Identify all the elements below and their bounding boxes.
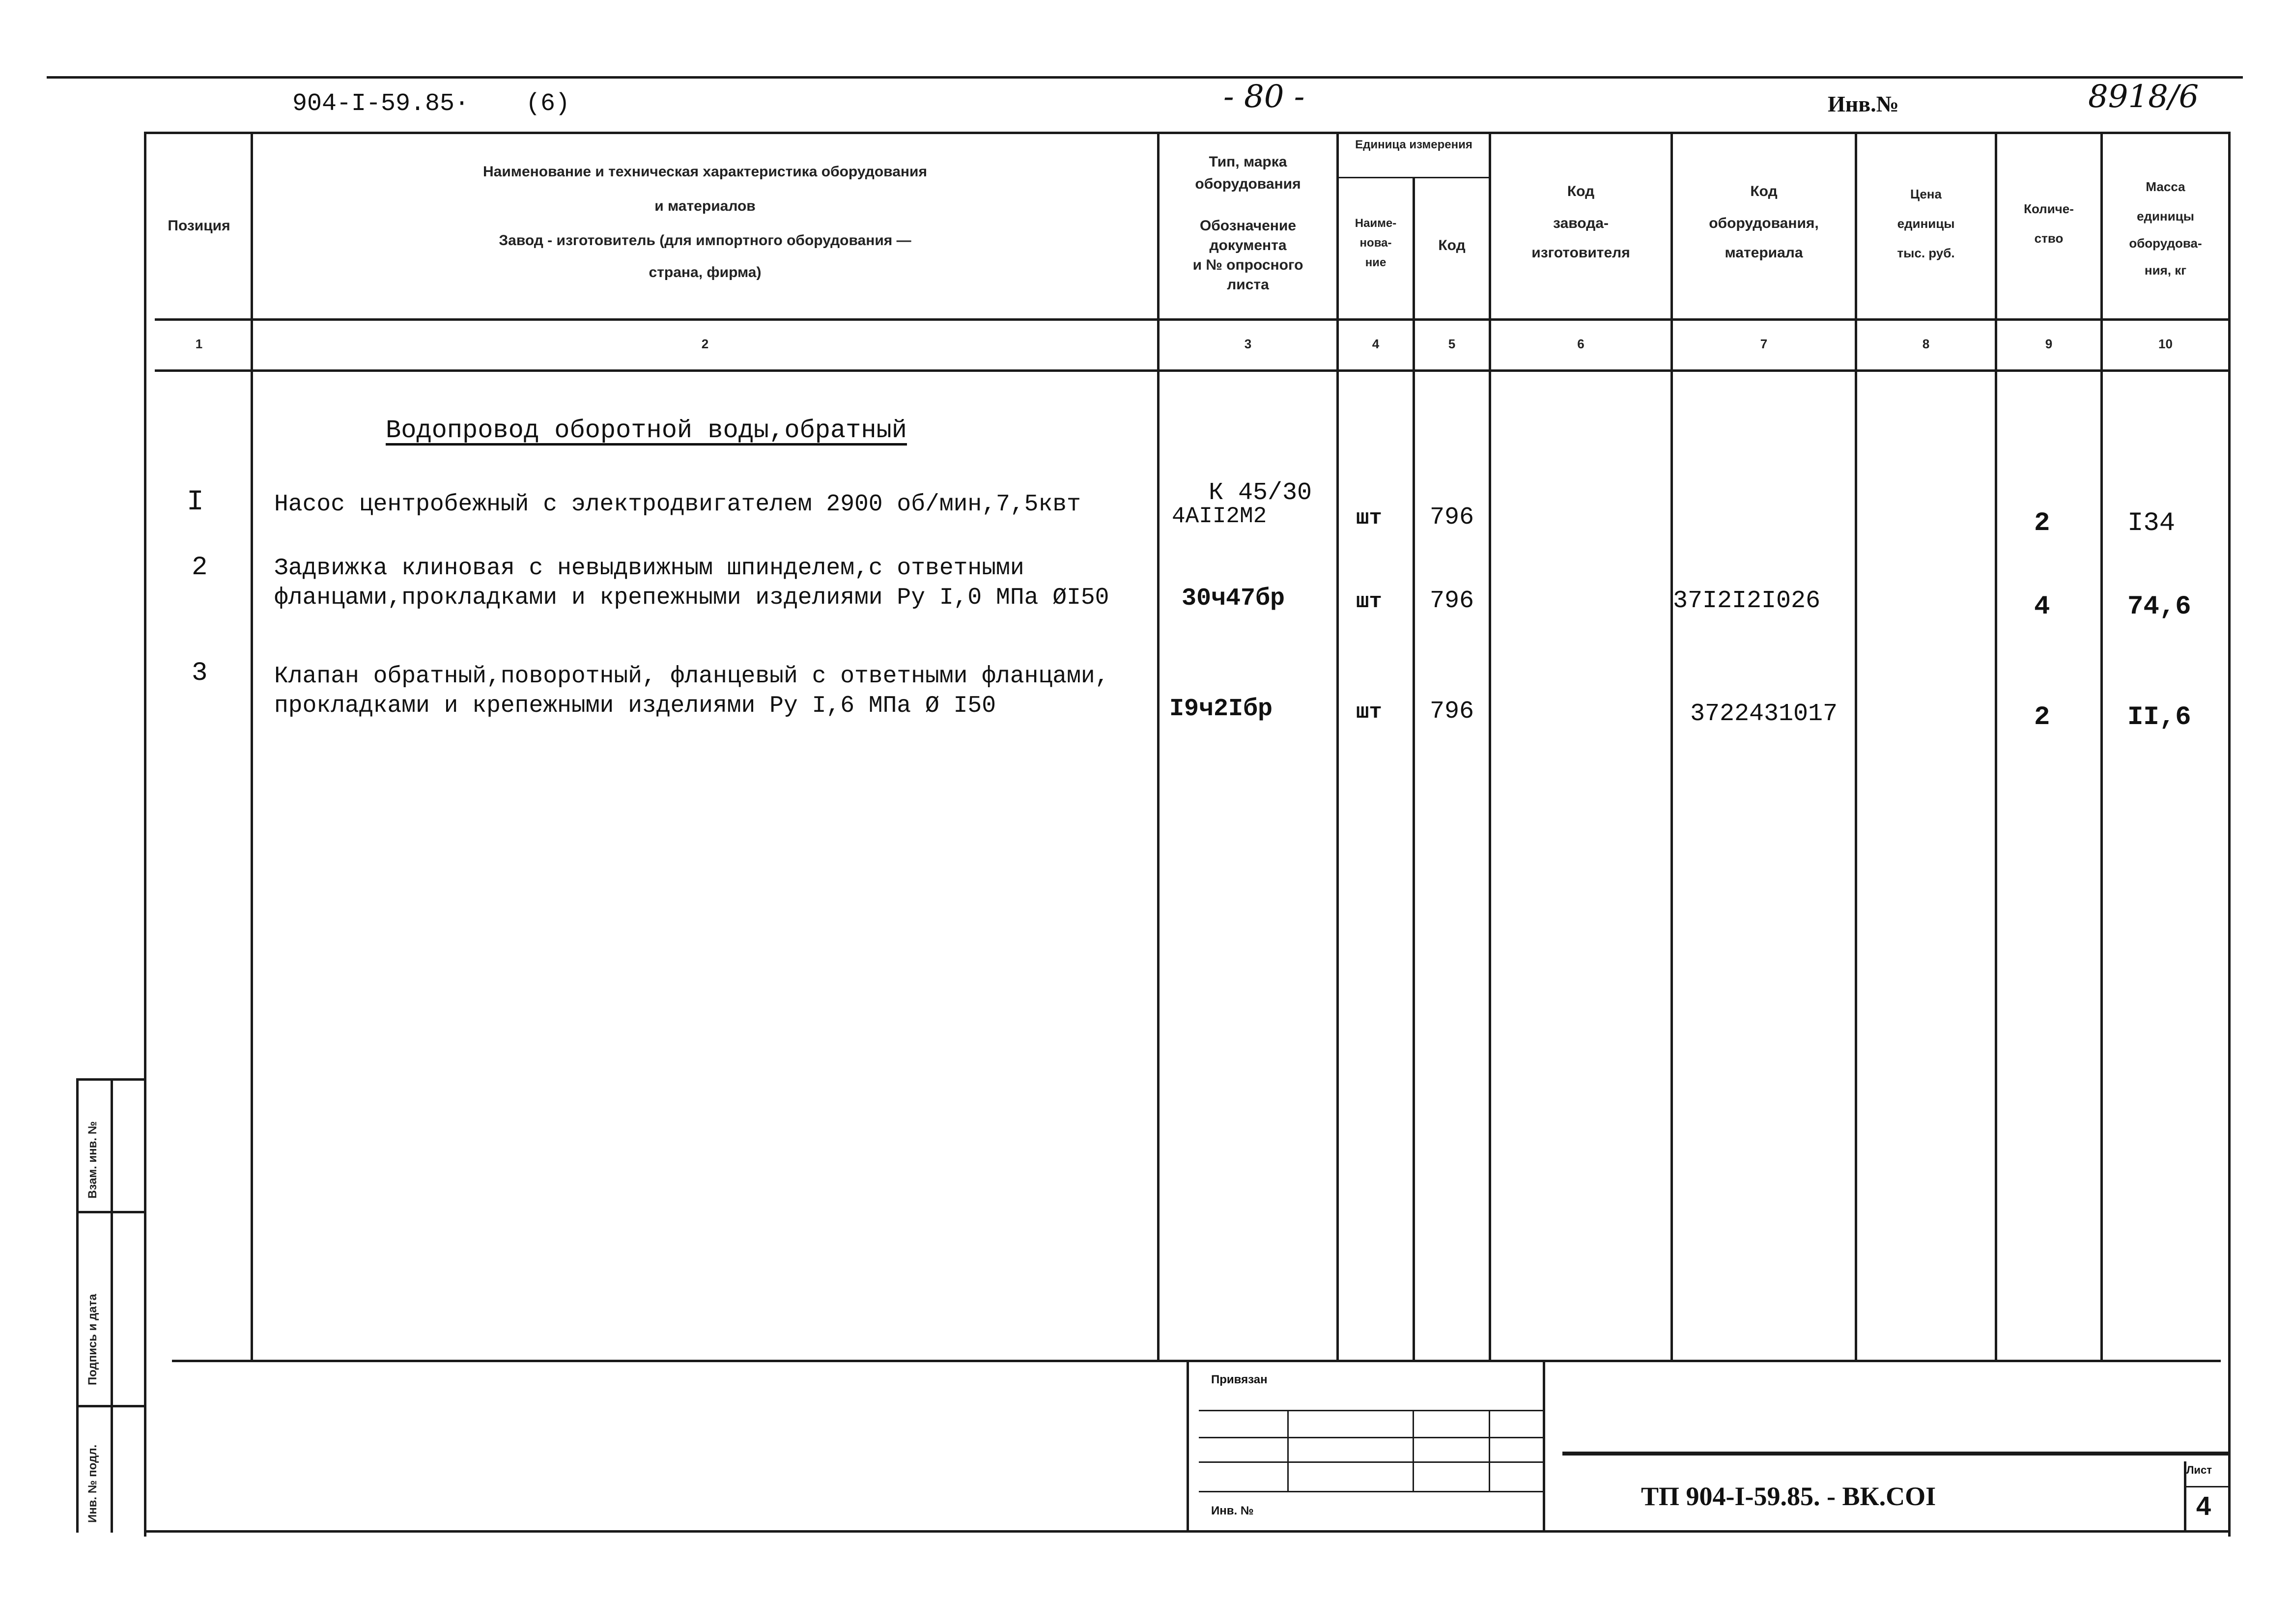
header-type-line5: и № опросного [1192,257,1303,273]
section-title: Водопровод оборотной воды,обратный [386,416,907,445]
header-position: Позиция [168,218,230,234]
col-divider-1 [251,132,253,1360]
header-equip-code-line3: материала [1725,245,1803,261]
row1-mass: I34 [2127,508,2176,538]
colnum-2: 2 [701,336,709,351]
row1-qty: 2 [2034,508,2050,538]
document-code: ТП 904-I-59.85. - ВК.СОI [1641,1482,1936,1511]
row3-name-line1: Клапан обратный,поворотный, фланцевый с ответными фланцами, [274,663,1109,690]
side-stamp-div1 [76,1211,145,1213]
part-number: (6) [526,90,570,118]
row1-position: I [187,486,204,518]
row3-mass: II,6 [2127,702,2191,732]
colnum-5: 5 [1448,336,1456,351]
row2-name-line2: фланцами,прокладками и крепежными изделиями Ру I,0 МПа ØI50 [274,585,1109,611]
header-unit-group: Единица измерения [1355,138,1472,151]
header-type-line2: оборудования [1195,176,1301,192]
attached-line-1 [1199,1410,1543,1411]
header-type-line6: листа [1227,277,1269,293]
col-divider-5 [1489,132,1491,1360]
colnum-8: 8 [1922,336,1930,351]
table-bottom-line [172,1360,2221,1362]
attached-line-2 [1199,1437,1543,1438]
header-unit-name-line1: Наиме- [1355,217,1397,230]
row3-qty: 2 [2034,702,2050,732]
header-mass-line1: Масса [2146,179,2185,194]
header-name-line1: Наименование и техническая характеристика оборудования [483,164,927,180]
sheet-label: Лист [2186,1464,2212,1476]
row2-qty: 4 [2034,592,2050,622]
row2-unit: шт [1356,589,1382,614]
side-stamp-mid [111,1078,113,1533]
title-block-left [1187,1360,1189,1532]
row2-equip-code: 37I2I2I026 [1673,587,1821,615]
colnum-3: 3 [1244,336,1252,351]
header-plant-code-line3: изготовителя [1531,245,1630,261]
header-equip-code-line2: оборудования, [1709,215,1819,231]
row2-mass: 74,6 [2127,592,2191,622]
side-stamp-left [76,1078,79,1533]
attached-vline-1 [1287,1410,1289,1491]
colnum-6: 6 [1577,336,1585,351]
header-plant-code-line1: Код [1567,183,1595,199]
header-price-line3: тыс. руб. [1897,246,1955,260]
row2-type: 30ч47бр [1182,585,1285,613]
col-divider-2 [1157,132,1160,1360]
header-equip-code-line1: Код [1750,183,1778,199]
colnum-7: 7 [1760,336,1768,351]
colnum-9: 9 [2045,336,2053,351]
row2-unit-code: 796 [1430,587,1474,615]
colnum-4: 4 [1372,336,1380,351]
side-stamp-top [76,1078,145,1081]
header-mass-line4: ния, кг [2144,263,2187,278]
header-unit-name-line2: нова- [1359,236,1392,250]
colnum-10: 10 [2158,336,2173,351]
row2-position: 2 [192,553,208,583]
row3-position: 3 [192,658,208,688]
sheet-box-div [2184,1486,2228,1487]
header-mass-line2: единицы [2137,209,2194,224]
attached-vline-2 [1413,1410,1414,1491]
row1-type-line2: 4АII2М2 [1172,504,1267,529]
header-bottom-line [155,318,2231,321]
row1-unit-code: 796 [1430,504,1474,532]
row3-type: I9ч2Iбр [1169,695,1273,723]
row1-name-line1: Насос центробежный с электродвигателем 2900 об/мин,7,5квт [274,491,1081,518]
row3-name-line2: прокладками и крепежными изделиями Ру I,6 МПа Ø I50 [274,693,996,719]
col-divider-8 [1995,132,1997,1360]
side-stamp-original-inv: Инв. № подл. [86,1444,99,1523]
attached-line-4 [1199,1491,1543,1492]
col-divider-6 [1670,132,1673,1360]
title-block-right [1543,1360,1545,1532]
row1-type-line1: К 45/30 [1209,479,1312,507]
col-divider-7 [1855,132,1857,1360]
side-stamp-div2 [76,1405,145,1407]
row3-unit-code: 796 [1430,698,1474,726]
row1-unit: шт [1356,506,1382,531]
header-type-line3: Обозначение [1199,218,1297,234]
table-top-line [145,132,2228,134]
header-price-line1: Цена [1910,187,1942,201]
header-plant-code-line2: завода- [1553,215,1609,231]
row3-equip-code: 3722431017 [1690,700,1838,728]
right-border [2228,132,2231,1537]
header-name-line4: страна, фирма) [649,264,762,280]
row2-name-line1: Задвижка клиновая с невыдвижным шпинделем,с ответными [274,555,1024,582]
attached-line-3 [1199,1461,1543,1463]
colnum-1: 1 [195,336,203,351]
header-qty-line2: ство [2034,231,2064,246]
row3-unit: шт [1356,700,1382,725]
header-unit-name-line3: ние [1365,256,1387,269]
side-stamp-replace-inv: Взам. инв. № [86,1121,99,1199]
inventory-label: Инв.№ [1828,91,1899,116]
header-unit-code: Код [1438,237,1466,253]
col-divider-9 [2100,132,2103,1360]
attached-vline-3 [1489,1410,1490,1491]
header-type-line1: Тип, марка [1209,154,1287,170]
left-border [144,132,146,1537]
header-name-line2: и материалов [654,198,756,214]
header-price-line2: единицы [1897,216,1955,231]
col-divider-3 [1336,132,1339,1360]
colnum-bottom-line [155,369,2231,372]
header-qty-line1: Количе- [2024,201,2074,216]
inventory-number: 8918/6 [2088,79,2199,115]
doc-code-top-line [1562,1452,2228,1456]
attached-label: Привязан [1211,1373,1268,1386]
header-name-line3: Завод - изготовитель (для импортного оборудования — [499,232,911,249]
side-stamp-signature-date: Подпись и дата [86,1294,99,1385]
project-code: 904-I-59.85· [292,90,470,118]
page-number: - 80 - [1223,79,1305,115]
header-mass-line3: оборудова- [2129,236,2202,251]
inventory-no-label: Инв. № [1211,1504,1254,1517]
unit-group-line [1336,177,1489,178]
col-divider-4 [1413,177,1415,1360]
header-type-line4: документа [1209,237,1287,253]
sheet-number: 4 [2196,1491,2211,1521]
top-border-line [47,76,2243,79]
